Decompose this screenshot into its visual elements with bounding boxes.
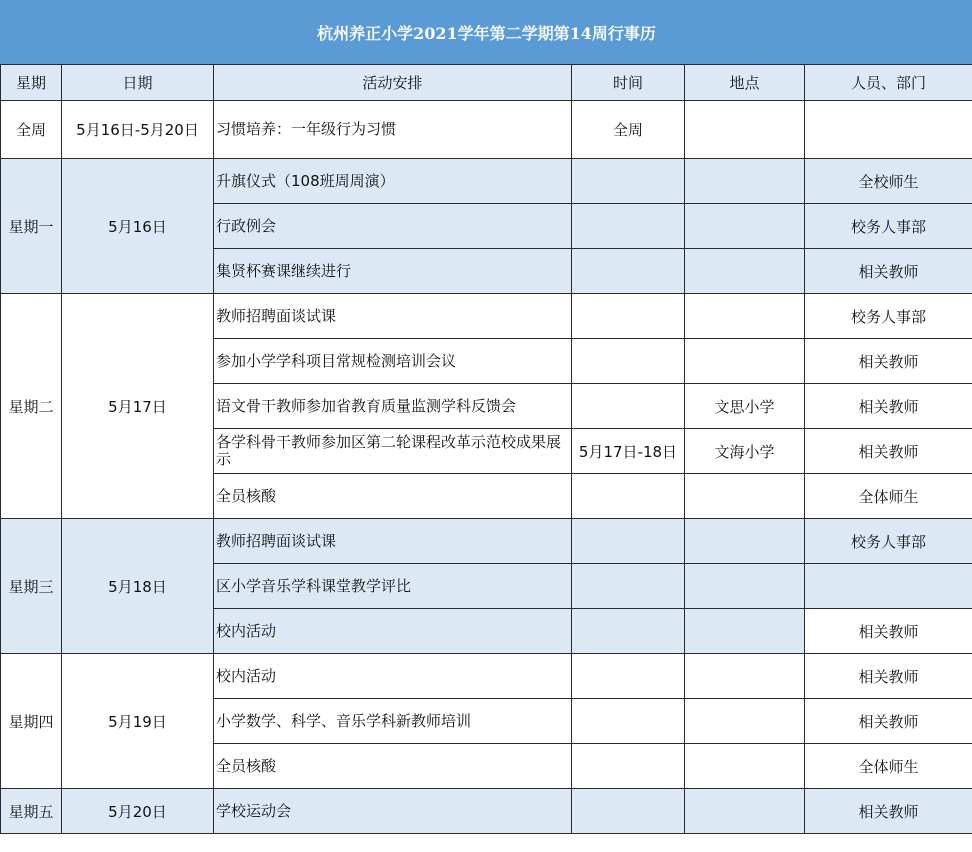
weekday-cell: 全周 — [1, 101, 62, 159]
activity-cell: 小学数学、科学、音乐学科新教师培训 — [214, 699, 572, 744]
page-title: 杭州养正小学2021学年第二学期第14周行事历 — [1, 1, 972, 65]
table-row — [1, 294, 972, 339]
activity-cell: 学校运动会 — [214, 789, 572, 834]
time-cell — [572, 744, 685, 789]
weekday-cell: 星期五 — [1, 789, 62, 834]
place-cell — [685, 159, 805, 204]
table-row — [1, 519, 972, 564]
time-cell — [572, 789, 685, 834]
weekday-cell: 星期四 — [1, 654, 62, 789]
header-row — [1, 65, 972, 101]
people-cell: 相关教师 — [805, 789, 972, 834]
time-cell — [572, 249, 685, 294]
place-cell — [685, 339, 805, 384]
people-cell: 相关教师 — [805, 699, 972, 744]
time-cell — [572, 474, 685, 519]
header-place: 地点 — [685, 65, 805, 101]
date-cell: 5月16日 — [62, 159, 214, 294]
time-cell: 5月17日-18日 — [572, 429, 685, 474]
people-cell: 相关教师 — [805, 654, 972, 699]
date-cell: 5月17日 — [62, 294, 214, 519]
header-people: 人员、部门 — [805, 65, 972, 101]
people-cell: 校务人事部 — [805, 294, 972, 339]
place-cell — [685, 101, 805, 159]
table-row — [1, 789, 972, 834]
date-cell: 5月16日-5月20日 — [62, 101, 214, 159]
activity-cell: 校内活动 — [214, 654, 572, 699]
place-cell: 文海小学 — [685, 429, 805, 474]
header-activity: 活动安排 — [214, 65, 572, 101]
activity-cell: 习惯培养：一年级行为习惯 — [214, 101, 572, 159]
place-cell — [685, 564, 805, 609]
activity-cell: 行政例会 — [214, 204, 572, 249]
time-cell — [572, 699, 685, 744]
people-cell — [805, 101, 972, 159]
people-cell: 相关教师 — [805, 429, 972, 474]
activity-cell: 教师招聘面谈试课 — [214, 294, 572, 339]
table-row — [1, 159, 972, 204]
time-cell — [572, 384, 685, 429]
place-cell — [685, 654, 805, 699]
activity-cell: 语文骨干教师参加省教育质量监测学科反馈会 — [214, 384, 572, 429]
title-row — [1, 1, 972, 65]
time-cell — [572, 609, 685, 654]
place-cell — [685, 744, 805, 789]
time-cell: 全周 — [572, 101, 685, 159]
place-cell — [685, 609, 805, 654]
place-cell — [685, 789, 805, 834]
people-cell: 全校师生 — [805, 159, 972, 204]
date-cell: 5月19日 — [62, 654, 214, 789]
people-cell: 全体师生 — [805, 744, 972, 789]
activity-cell: 全员核酸 — [214, 474, 572, 519]
time-cell — [572, 654, 685, 699]
people-cell: 相关教师 — [805, 249, 972, 294]
header-weekday: 星期 — [1, 65, 62, 101]
activity-cell: 区小学音乐学科课堂教学评比 — [214, 564, 572, 609]
people-cell — [805, 564, 972, 609]
activity-cell: 教师招聘面谈试课 — [214, 519, 572, 564]
header-date: 日期 — [62, 65, 214, 101]
time-cell — [572, 339, 685, 384]
time-cell — [572, 294, 685, 339]
activity-cell: 校内活动 — [214, 609, 572, 654]
time-cell — [572, 564, 685, 609]
table-row — [1, 654, 972, 699]
people-cell: 相关教师 — [805, 339, 972, 384]
activity-cell: 全员核酸 — [214, 744, 572, 789]
date-cell: 5月18日 — [62, 519, 214, 654]
table-row — [1, 101, 972, 159]
people-cell: 相关教师 — [805, 609, 972, 654]
activity-cell: 参加小学学科项目常规检测培训会议 — [214, 339, 572, 384]
header-time: 时间 — [572, 65, 685, 101]
time-cell — [572, 159, 685, 204]
place-cell — [685, 519, 805, 564]
weekday-cell: 星期二 — [1, 294, 62, 519]
activity-cell: 集贤杯赛课继续进行 — [214, 249, 572, 294]
date-cell: 5月20日 — [62, 789, 214, 834]
place-cell — [685, 474, 805, 519]
activity-cell: 升旗仪式（108班周周演） — [214, 159, 572, 204]
weekday-cell: 星期一 — [1, 159, 62, 294]
people-cell: 校务人事部 — [805, 204, 972, 249]
time-cell — [572, 204, 685, 249]
activity-cell: 各学科骨干教师参加区第二轮课程改革示范校成果展示 — [214, 429, 572, 474]
people-cell: 相关教师 — [805, 384, 972, 429]
place-cell — [685, 249, 805, 294]
weekday-cell: 星期三 — [1, 519, 62, 654]
time-cell — [572, 519, 685, 564]
place-cell: 文思小学 — [685, 384, 805, 429]
place-cell — [685, 294, 805, 339]
people-cell: 全体师生 — [805, 474, 972, 519]
place-cell — [685, 204, 805, 249]
people-cell: 校务人事部 — [805, 519, 972, 564]
place-cell — [685, 699, 805, 744]
